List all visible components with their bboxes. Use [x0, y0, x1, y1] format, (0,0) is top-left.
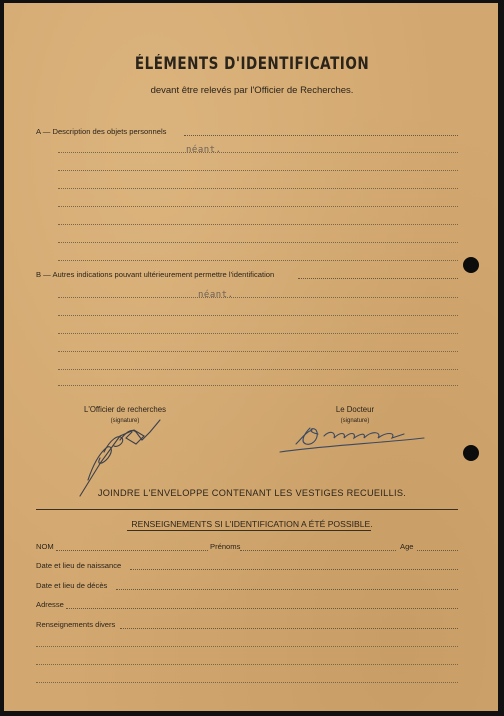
section-b-label: B — Autres indications pouvant ultérieurement permettre l'identification [36, 270, 275, 279]
adresse-label: Adresse [36, 600, 64, 609]
naissance-field [130, 569, 458, 570]
form-title: ÉLÉMENTS D'IDENTIFICATION [134, 54, 370, 73]
divers-field [120, 628, 458, 629]
renseignements-heading: RENSEIGNEMENTS SI L'IDENTIFICATION A ÉTÉ POSSIBLE. [131, 519, 373, 529]
section-a-line [58, 152, 458, 153]
age-label: Age [400, 542, 414, 551]
prenoms-field [240, 550, 396, 551]
section-a-line [58, 188, 458, 189]
punch-hole-bottom [463, 445, 479, 461]
divers-line [36, 664, 458, 665]
section-a-line [58, 260, 458, 261]
section-a-line [58, 170, 458, 171]
section-a-typed-value: néant. [186, 145, 222, 155]
nom-label: NOM [36, 542, 54, 551]
divers-line [36, 646, 458, 647]
section-b-line [58, 297, 458, 298]
join-envelope-instruction: JOINDRE L'ENVELOPPE CONTENANT LES VESTIGES RECUEILLIS. [97, 488, 407, 498]
prenoms-label: Prénoms [210, 542, 241, 551]
naissance-label: Date et lieu de naissance [36, 561, 122, 570]
officer-signature-caption: (signature) [110, 418, 140, 424]
section-b-leader [298, 278, 458, 279]
renseignements-underline [127, 530, 371, 531]
section-b-line [58, 315, 458, 316]
form-page [4, 3, 498, 711]
officer-signature-label: L'Officier de recherches [84, 405, 166, 414]
adresse-field [66, 608, 458, 609]
punch-hole-top [463, 257, 479, 273]
section-b-line [58, 385, 458, 386]
section-a-line [58, 206, 458, 207]
section-b-line [58, 369, 458, 370]
deces-field [116, 589, 458, 590]
form-subtitle: devant être relevés par l'Officier de Recherches. [150, 85, 354, 96]
doctor-signature-caption: (signature) [340, 418, 370, 424]
deces-label: Date et lieu de décès [36, 581, 108, 590]
nom-field [56, 550, 208, 551]
divers-label: Renseignements divers [36, 620, 116, 629]
section-divider [36, 509, 458, 510]
section-a-label: A — Description des objets personnels [36, 127, 167, 136]
section-b-line [58, 333, 458, 334]
doctor-signature-label: Le Docteur [335, 405, 375, 414]
section-a-leader [184, 135, 458, 136]
section-a-line [58, 242, 458, 243]
section-b-typed-value: néant. [198, 290, 234, 300]
age-field [417, 550, 458, 551]
section-b-line [58, 351, 458, 352]
section-a-line [58, 224, 458, 225]
divers-line [36, 682, 458, 683]
